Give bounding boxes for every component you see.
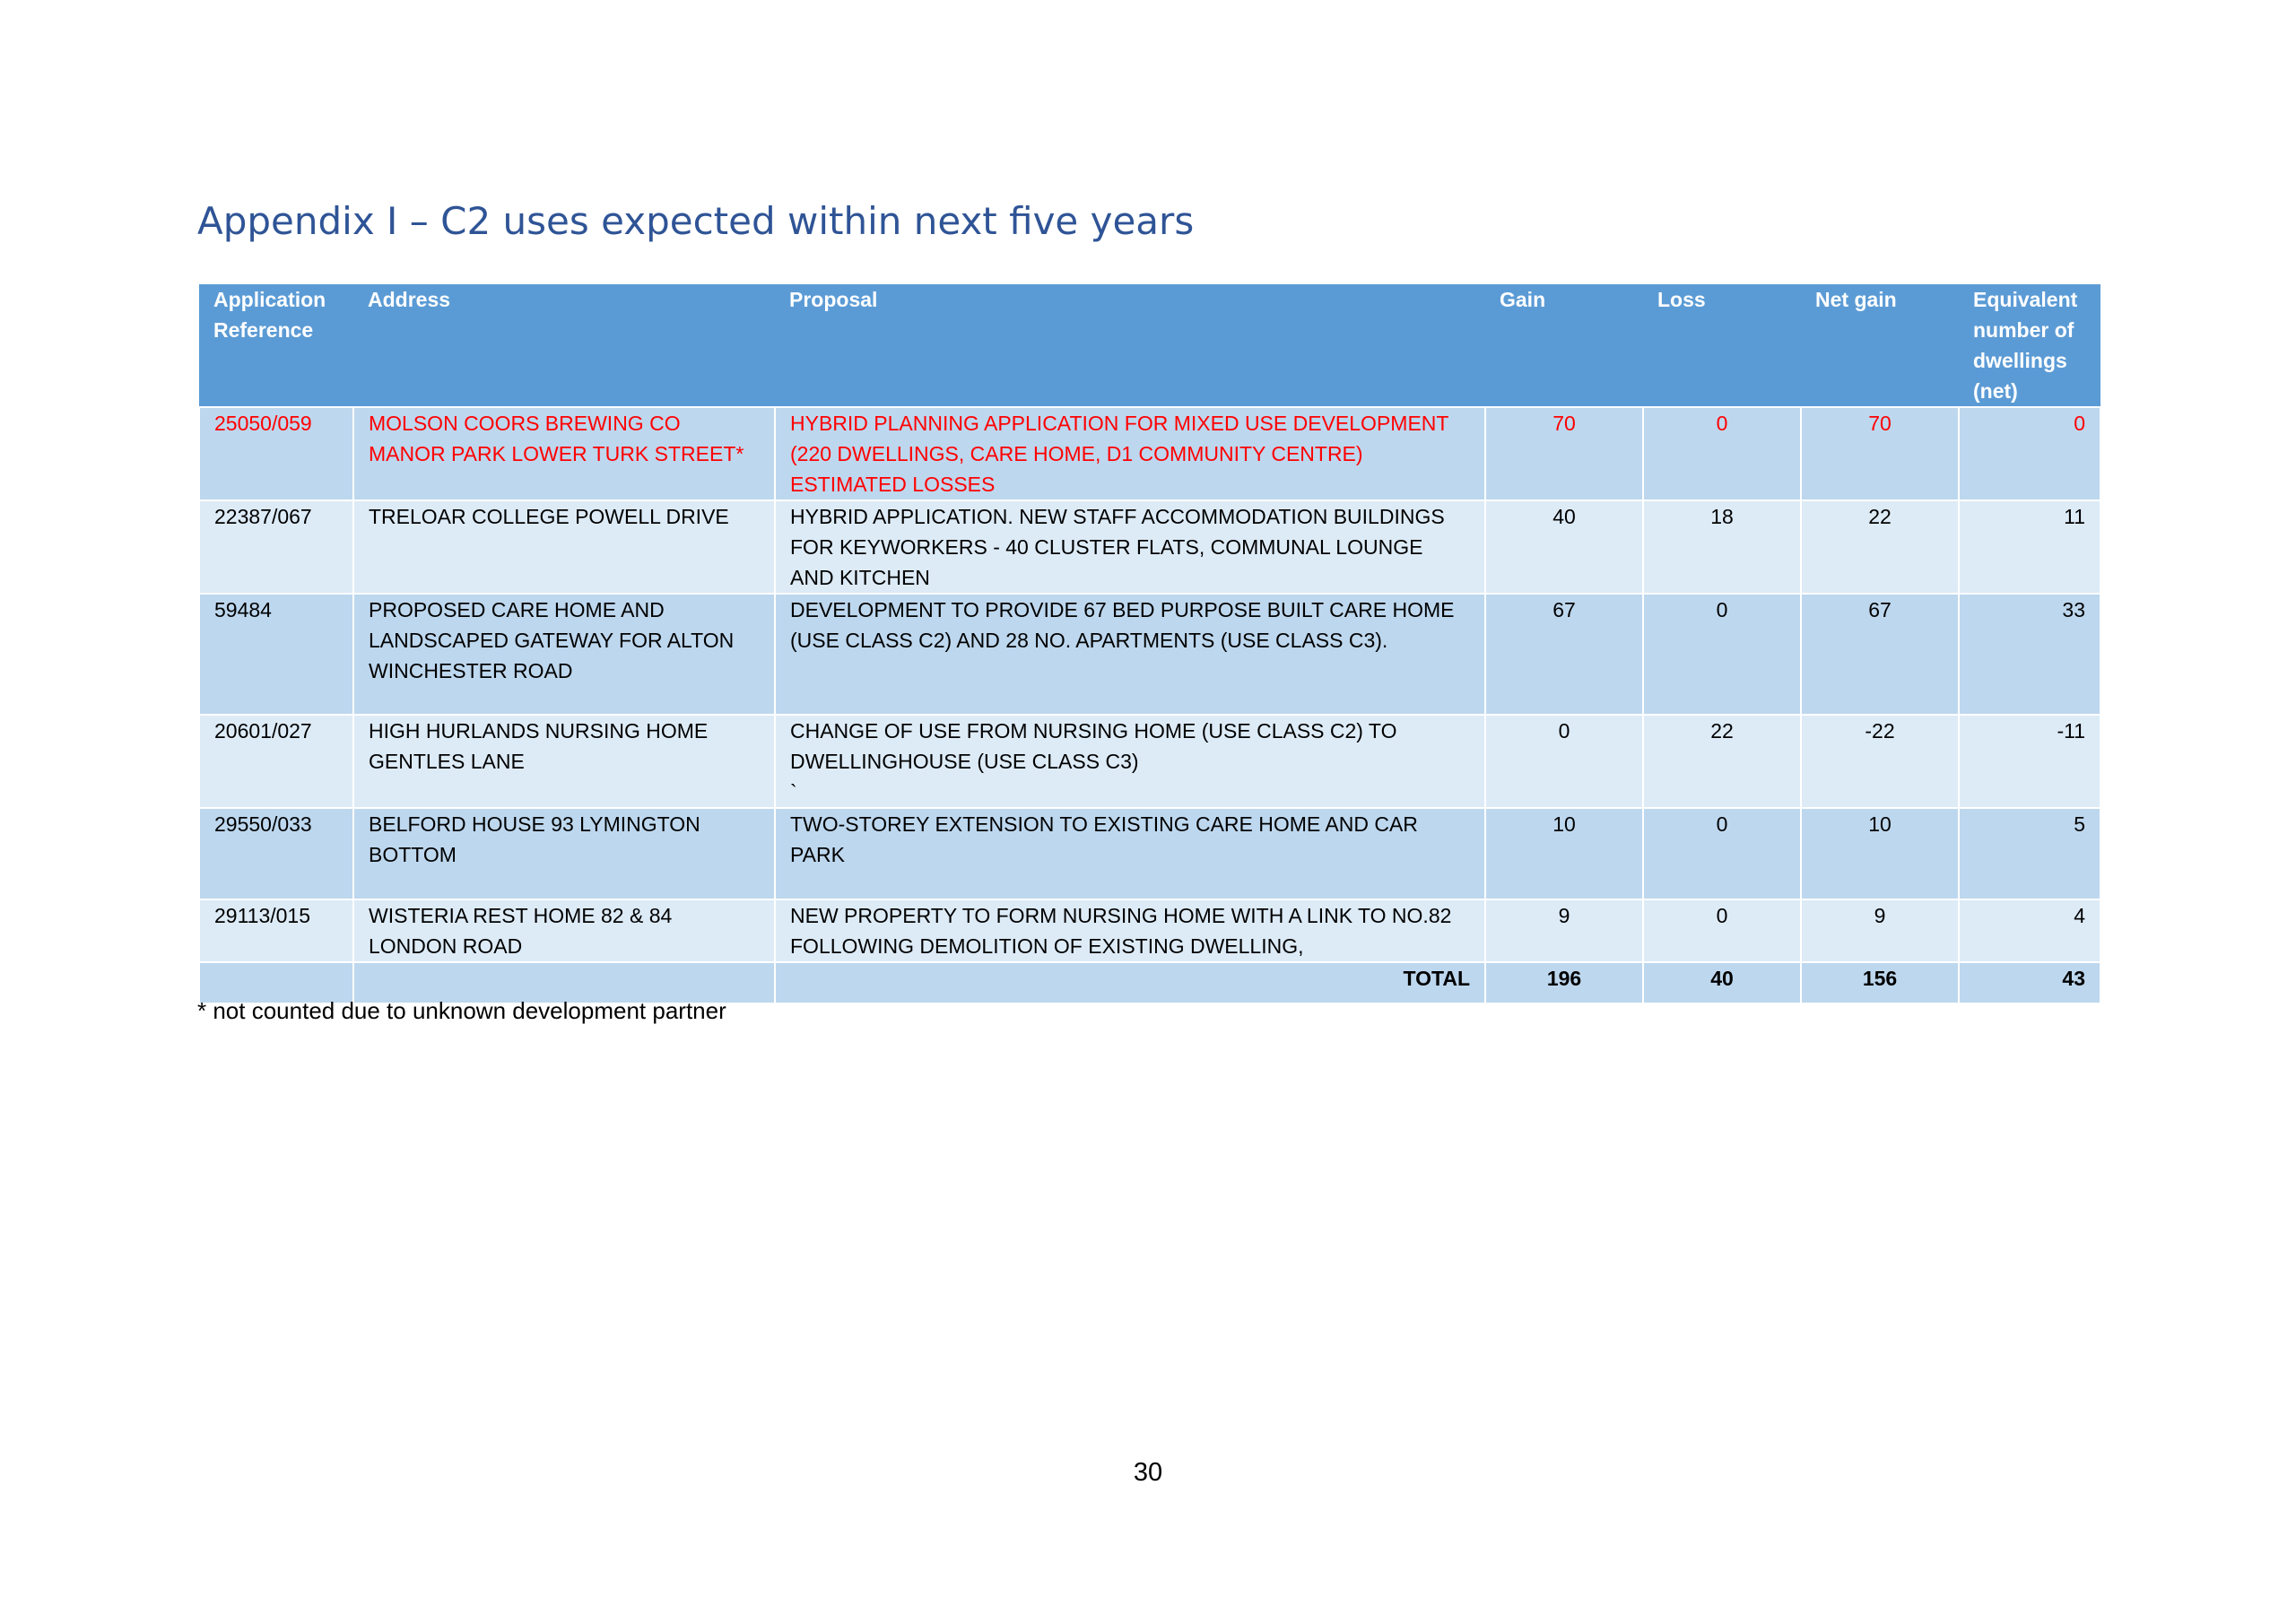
cell-loss: 0 [1643,407,1801,500]
cell-address: WISTERIA REST HOME 82 & 84 LONDON ROAD [353,899,775,962]
table-row [199,594,2100,715]
total-loss: 40 [1643,962,1801,1003]
page-title: Appendix I – C2 uses expected within next five years [197,199,1195,243]
header-gain: Gain [1485,284,1643,407]
cell-equivalent-dwellings: 5 [1959,808,2100,899]
cell-loss: 22 [1643,715,1801,808]
cell-proposal: HYBRID PLANNING APPLICATION FOR MIXED USE DEVELOPMENT (220 DWELLINGS, CARE HOME, D1 COMMUNITY CENTRE) ESTIMATED LOSSES [775,407,1485,500]
c2-uses-table [198,284,2101,1004]
header-equivalent-dwellings: Equivalent number of dwellings (net) [1959,284,2100,407]
header-proposal: Proposal [775,284,1485,407]
cell-proposal: NEW PROPERTY TO FORM NURSING HOME WITH A LINK TO NO.82 FOLLOWING DEMOLITION OF EXISTING DWELLING, [775,899,1485,962]
footnote: * not counted due to unknown development partner [197,997,726,1024]
table-row [199,808,2100,899]
cell-reference: 22387/067 [199,500,353,594]
cell-net-gain: 70 [1801,407,1959,500]
cell-reference: 25050/059 [199,407,353,500]
cell-reference: 59484 [199,594,353,715]
table-row [199,715,2100,808]
cell-equivalent-dwellings: 11 [1959,500,2100,594]
total-equivalent-dwellings: 43 [1959,962,2100,1003]
cell-loss: 0 [1643,808,1801,899]
cell-equivalent-dwellings: 33 [1959,594,2100,715]
cell-address: BELFORD HOUSE 93 LYMINGTON BOTTOM [353,808,775,899]
cell-gain: 67 [1485,594,1643,715]
cell-gain: 0 [1485,715,1643,808]
cell-address: MOLSON COORS BREWING CO MANOR PARK LOWER TURK STREET* [353,407,775,500]
table-row [199,500,2100,594]
cell-gain: 70 [1485,407,1643,500]
table-row [199,899,2100,962]
page-number: 30 [1133,1458,1163,1487]
cell-proposal: HYBRID APPLICATION. NEW STAFF ACCOMMODATION BUILDINGS FOR KEYWORKERS - 40 CLUSTER FLATS, COMMUNAL LOUNGE AND KITCHEN [775,500,1485,594]
cell-reference: 29550/033 [199,808,353,899]
cell-net-gain: 10 [1801,808,1959,899]
cell-gain: 9 [1485,899,1643,962]
header-address: Address [353,284,775,407]
cell-loss: 0 [1643,899,1801,962]
cell-reference: 20601/027 [199,715,353,808]
cell-address: PROPOSED CARE HOME AND LANDSCAPED GATEWAY FOR ALTON WINCHESTER ROAD [353,594,775,715]
cell-net-gain: 9 [1801,899,1959,962]
total-net-gain: 156 [1801,962,1959,1003]
table-header-row [199,284,2100,407]
cell-gain: 40 [1485,500,1643,594]
header-loss: Loss [1643,284,1801,407]
cell-net-gain: -22 [1801,715,1959,808]
total-label: TOTAL [775,962,1485,1003]
cell-equivalent-dwellings: -11 [1959,715,2100,808]
proposal-stray-mark: ` [790,780,797,803]
cell-net-gain: 22 [1801,500,1959,594]
cell-gain: 10 [1485,808,1643,899]
header-net-gain: Net gain [1801,284,1959,407]
total-gain: 196 [1485,962,1643,1003]
cell-loss: 18 [1643,500,1801,594]
cell-reference: 29113/015 [199,899,353,962]
cell-proposal [775,715,1485,808]
cell-loss: 0 [1643,594,1801,715]
proposal-text: CHANGE OF USE FROM NURSING HOME (USE CLASS C2) TO DWELLINGHOUSE (USE CLASS C3) [790,719,1397,773]
cell-equivalent-dwellings: 4 [1959,899,2100,962]
cell-address: HIGH HURLANDS NURSING HOME GENTLES LANE [353,715,775,808]
cell-proposal: DEVELOPMENT TO PROVIDE 67 BED PURPOSE BUILT CARE HOME (USE CLASS C2) AND 28 NO. APARTMENTS (USE CLASS C3). [775,594,1485,715]
cell-proposal: TWO-STOREY EXTENSION TO EXISTING CARE HOME AND CAR PARK [775,808,1485,899]
cell-address: TRELOAR COLLEGE POWELL DRIVE [353,500,775,594]
table-row [199,407,2100,500]
header-application-reference: Application Reference [199,284,353,407]
cell-net-gain: 67 [1801,594,1959,715]
cell-equivalent-dwellings: 0 [1959,407,2100,500]
